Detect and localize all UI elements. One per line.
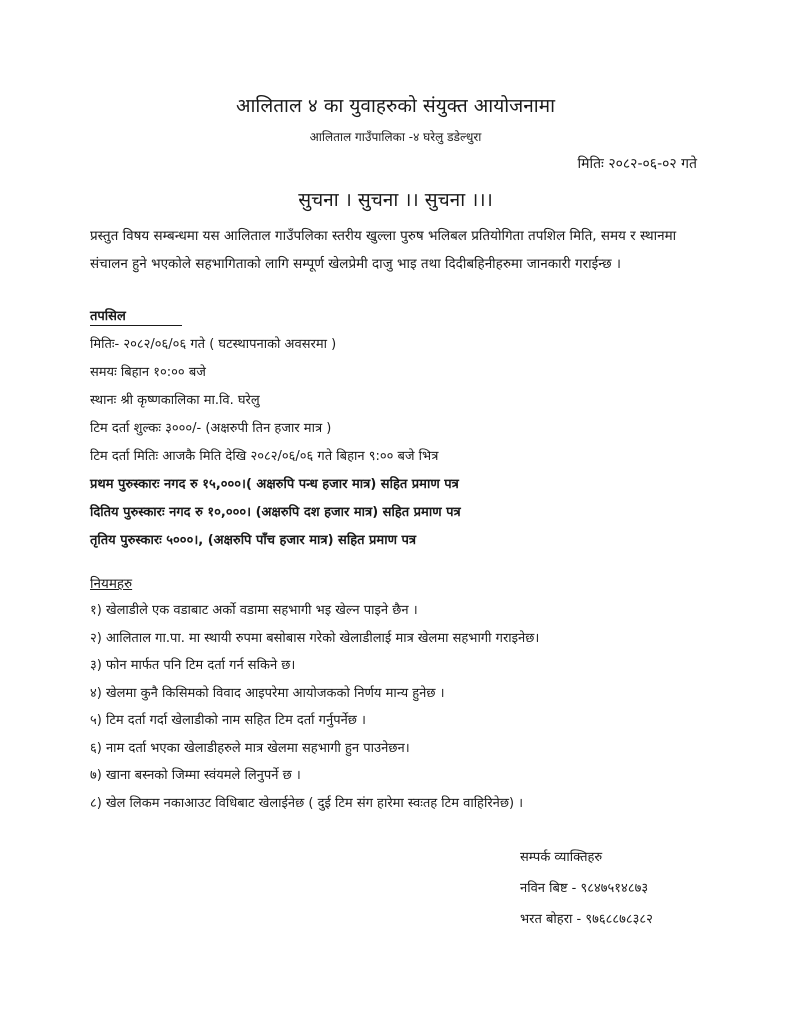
document-title: आलिताल ४ का युवाहरुको संयुक्त आयोजनामा xyxy=(236,95,555,117)
contacts-heading: सम्पर्क व्याक्तिहरु xyxy=(520,850,603,865)
rule-item: ६) नाम दर्ता भएका खेलाडीहरुले मात्र खेलमा सहभागी हुन पाउनेछन। xyxy=(90,740,410,756)
contacts-block xyxy=(520,847,720,940)
rule-item: ५) टिम दर्ता गर्दा खेलाडीको नाम सहित टिम दर्ता गर्नुपर्नेछ । xyxy=(90,713,366,728)
detail-date: मितिः- २०८२/०६/०६ गते ( घटस्थापनाको अवसरमा ) xyxy=(90,337,337,352)
details-list xyxy=(90,334,710,558)
rules-list xyxy=(90,600,710,820)
notice-heading: सुचना । सुचना ।। सुचना ।।। xyxy=(298,189,493,211)
document-subtitle: आलिताल गाउँपालिका -४ घरेलु डडेल्धुरा xyxy=(309,130,482,144)
detail-venue: स्थानः श्री कृष्णकालिका मा.वि. घरेलु xyxy=(90,393,260,408)
rule-item: १) खेलाडीले एक वडाबाट अर्को वडामा सहभागी भइ खेल्न पाइने छैन । xyxy=(90,603,418,618)
rule-item: ४) खेलमा कुनै किसिमको विवाद आइपरेमा आयोजकको निर्णय मान्य हुनेछ । xyxy=(90,685,445,701)
detail-time: समयः बिहान १०:०० बजे xyxy=(90,365,206,380)
detail-registration-fee: टिम दर्ता शुल्कः ३०००/- (अक्षरुपी तिन हजार मात्र ) xyxy=(90,421,332,436)
prize-second: दितिय पुरुस्कारः नगद रु १०,०००। (अक्षरुपि दश हजार मात्र) सहित प्रमाण पत्र xyxy=(90,505,461,520)
details-heading: तपसिल xyxy=(90,306,182,326)
rules-heading: नियमहरु xyxy=(90,576,133,592)
contact-person: भरत बोहरा - ९७६८८७८३८२ xyxy=(520,912,653,927)
rule-item: ७) खाना बस्नको जिम्मा स्वंयमले लिनुपर्ने छ । xyxy=(90,768,301,783)
rule-item: ८) खेल लिकम नकाआउट विधिबाट खेलाईनेछ ( दुई टिम संग हारेमा स्वःतह टिम वाहिरिनेछ) । xyxy=(90,795,524,811)
rule-item: ३) फोन मार्फत पनि टिम दर्ता गर्न सकिने छ। xyxy=(90,658,296,673)
rule-item: २) आलिताल गा.पा. मा स्थायी रुपमा बसोबास गरेको खेलाडीलाई मात्र खेलमा सहभागी गराइनेछ। xyxy=(90,630,540,646)
prize-first: प्रथम पुरुस्कारः नगद रु १५,०००।( अक्षरुपि पन्ध हजार मात्र) सहित प्रमाण पत्र xyxy=(90,477,459,492)
detail-registration-date: टिम दर्ता मितिः आजकै मिति देखि २०८२/०६/०६ गते बिहान ९:०० बजे भित्र xyxy=(90,449,439,464)
prize-third: तृतिय पुरुस्कारः ५०००।, (अक्षरुपि पाँच हजार मात्र) सहित प्रमाण पत्र xyxy=(90,533,417,548)
document-date: मितिः २०८२-०६-०२ गते xyxy=(577,156,697,172)
notice-intro-paragraph: प्रस्तुत विषय सम्बन्धमा यस आलिताल गाउँपलिका स्तरीय खुल्ला पुरुष भलिबल प्रतियोगिता तपशिल मिति, समय र स्थानमा संचालन हुने भएकोले सहभागिताको लागि सम्पूर्ण खेलप्रेमी दाजु भाइ तथा दिदीबहिनीहरुमा जानकारी गराईन्छ । xyxy=(90,228,677,272)
contact-person: नविन बिष्ट - ९८४७५१४८७३ xyxy=(520,881,649,896)
